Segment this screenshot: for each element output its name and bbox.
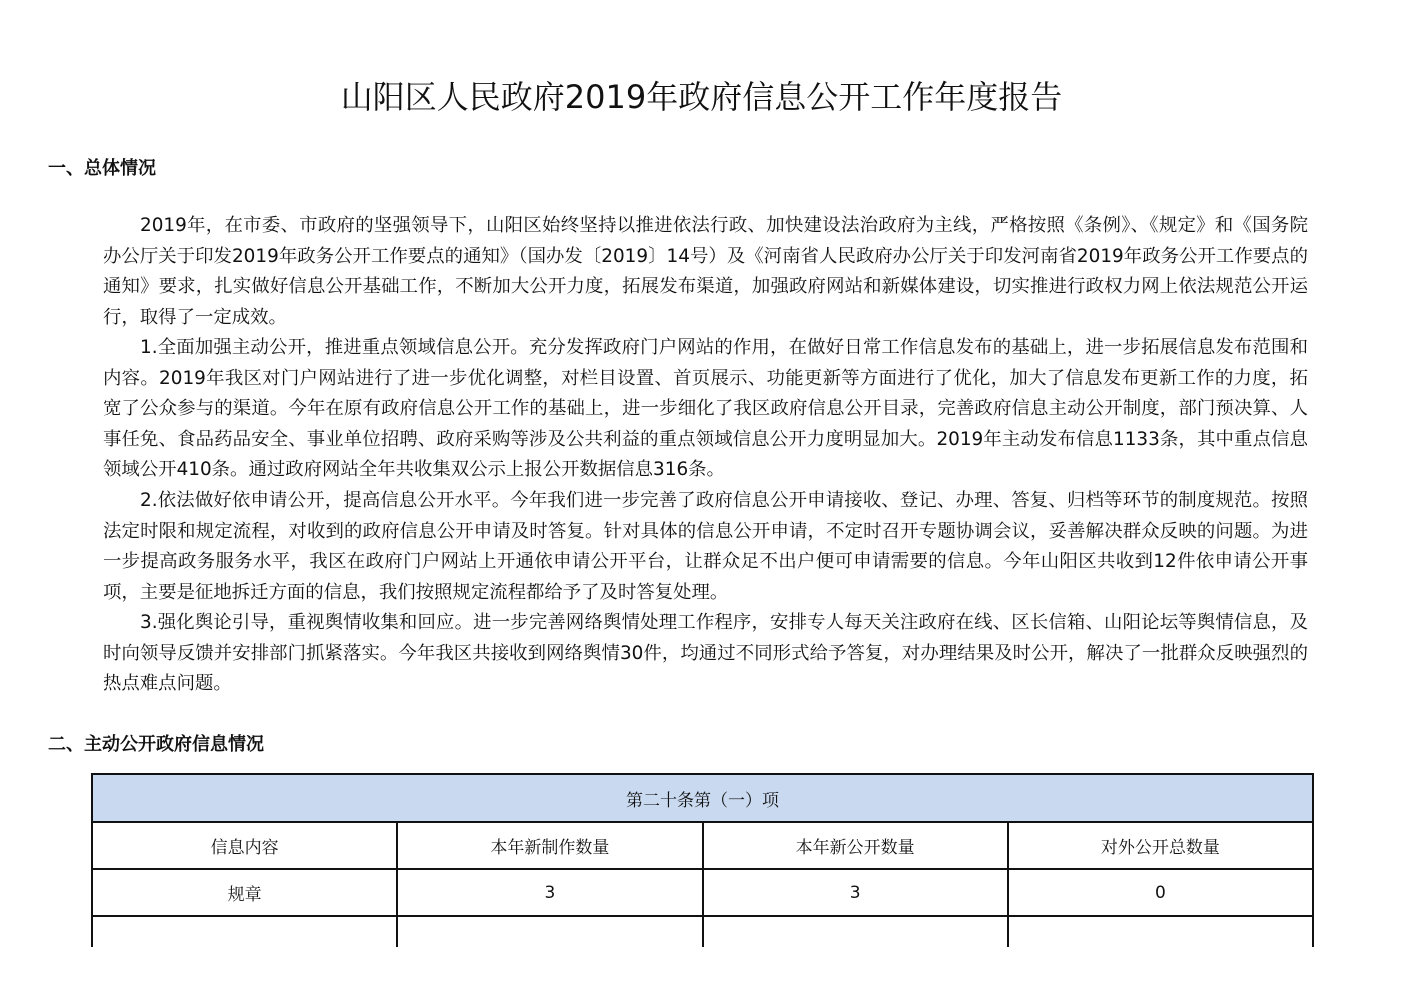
table-cell-total-public: 0 — [1008, 869, 1313, 916]
column-header-new-made: 本年新制作数量 — [397, 822, 702, 869]
table-header-cell: 第二十条第（一）项 — [92, 774, 1313, 822]
paragraph-application-disclosure: 2.依法做好依申请公开，提高信息公开水平。今年我们进一步完善了政府信息公开申请接收、登记、办理、答复、归档等环节的制度规范。按照法定时限和规定流程，对收到的政府信息公开申请及时答复。针对具体的信息公开申请，不定时召开专题协调会议，妥善解决群众反映的问题。为进一步提高政务服务水平，我区在政府门户网站上开通依申请公开平台，让群众足不出户便可申请需要的信息。今年山阳区共收到12件依申请公开事项，主要是征地拆迁方面的信息，我们按照规定流程都给予了及时答复处理。 — [103, 490, 1308, 603]
table-row — [92, 869, 1313, 916]
page-title: 山阳区人民政府2019年政府信息公开工作年度报告 — [340, 78, 1063, 116]
section-heading-overview: 一、总体情况 — [48, 158, 156, 179]
column-header-content: 信息内容 — [92, 822, 397, 869]
paragraph-active-disclosure: 1.全面加强主动公开，推进重点领域信息公开。充分发挥政府门户网站的作用，在做好日常工作信息发布的基础上，进一步拓展信息发布范围和内容。2019年我区对门户网站进行了进一步优化调整，对栏目设置、首页展示、功能更新等方面进行了优化，加大了信息发布更新工作的力度，拓宽了公众参与的渠道。今年在原有政府信息公开工作的基础上，进一步细化了我区政府信息公开目录，完善政府信息主动公开制度，部门预决算、人事任免、食品药品安全、事业单位招聘、政府采购等涉及公共利益的重点领域信息公开力度明显加大。2019年主动发布信息1133条，其中重点信息领域公开410条。通过政府网站全年共收集双公示上报公开数据信息316条。 — [103, 337, 1308, 480]
column-header-new-public: 本年新公开数量 — [703, 822, 1008, 869]
table-cell-empty — [397, 916, 702, 947]
table-cell-empty — [92, 916, 397, 947]
table-row-partial — [92, 916, 1313, 947]
table-column-row — [92, 822, 1313, 869]
disclosure-table — [91, 773, 1314, 947]
column-header-total-public: 对外公开总数量 — [1008, 822, 1313, 869]
disclosure-table-container — [91, 773, 1314, 948]
section-heading-active-info: 二、主动公开政府信息情况 — [48, 734, 264, 755]
table-cell-empty — [703, 916, 1008, 947]
table-cell-new-made: 3 — [397, 869, 702, 916]
table-cell-empty — [1008, 916, 1313, 947]
table-cell-content: 规章 — [92, 869, 397, 916]
paragraph-public-opinion: 3.强化舆论引导，重视舆情收集和回应。进一步完善网络舆情处理工作程序，安排专人每天关注政府在线、区长信箱、山阳论坛等舆情信息，及时向领导反馈并安排部门抓紧落实。今年我区共接收到网络舆情30件，均通过不同形式给予答复，对办理结果及时公开，解决了一批群众反映强烈的热点难点问题。 — [103, 612, 1308, 694]
paragraph-intro: 2019年，在市委、市政府的坚强领导下，山阳区始终坚持以推进依法行政、加快建设法治政府为主线，严格按照《条例》、《规定》和《国务院办公厅关于印发2019年政务公开工作要点的通知》（国办发〔2019〕14号）及《河南省人民政府办公厅关于印发河南省2019年政务公开工作要点的通知》要求，扎实做好信息公开基础工作，不断加大公开力度，拓展发布渠道，加强政府网站和新媒体建设，切实推进行政权力网上依法规范公开运行，取得了一定成效。 — [103, 215, 1308, 328]
table-cell-new-public: 3 — [703, 869, 1008, 916]
table-header-row — [92, 774, 1313, 822]
